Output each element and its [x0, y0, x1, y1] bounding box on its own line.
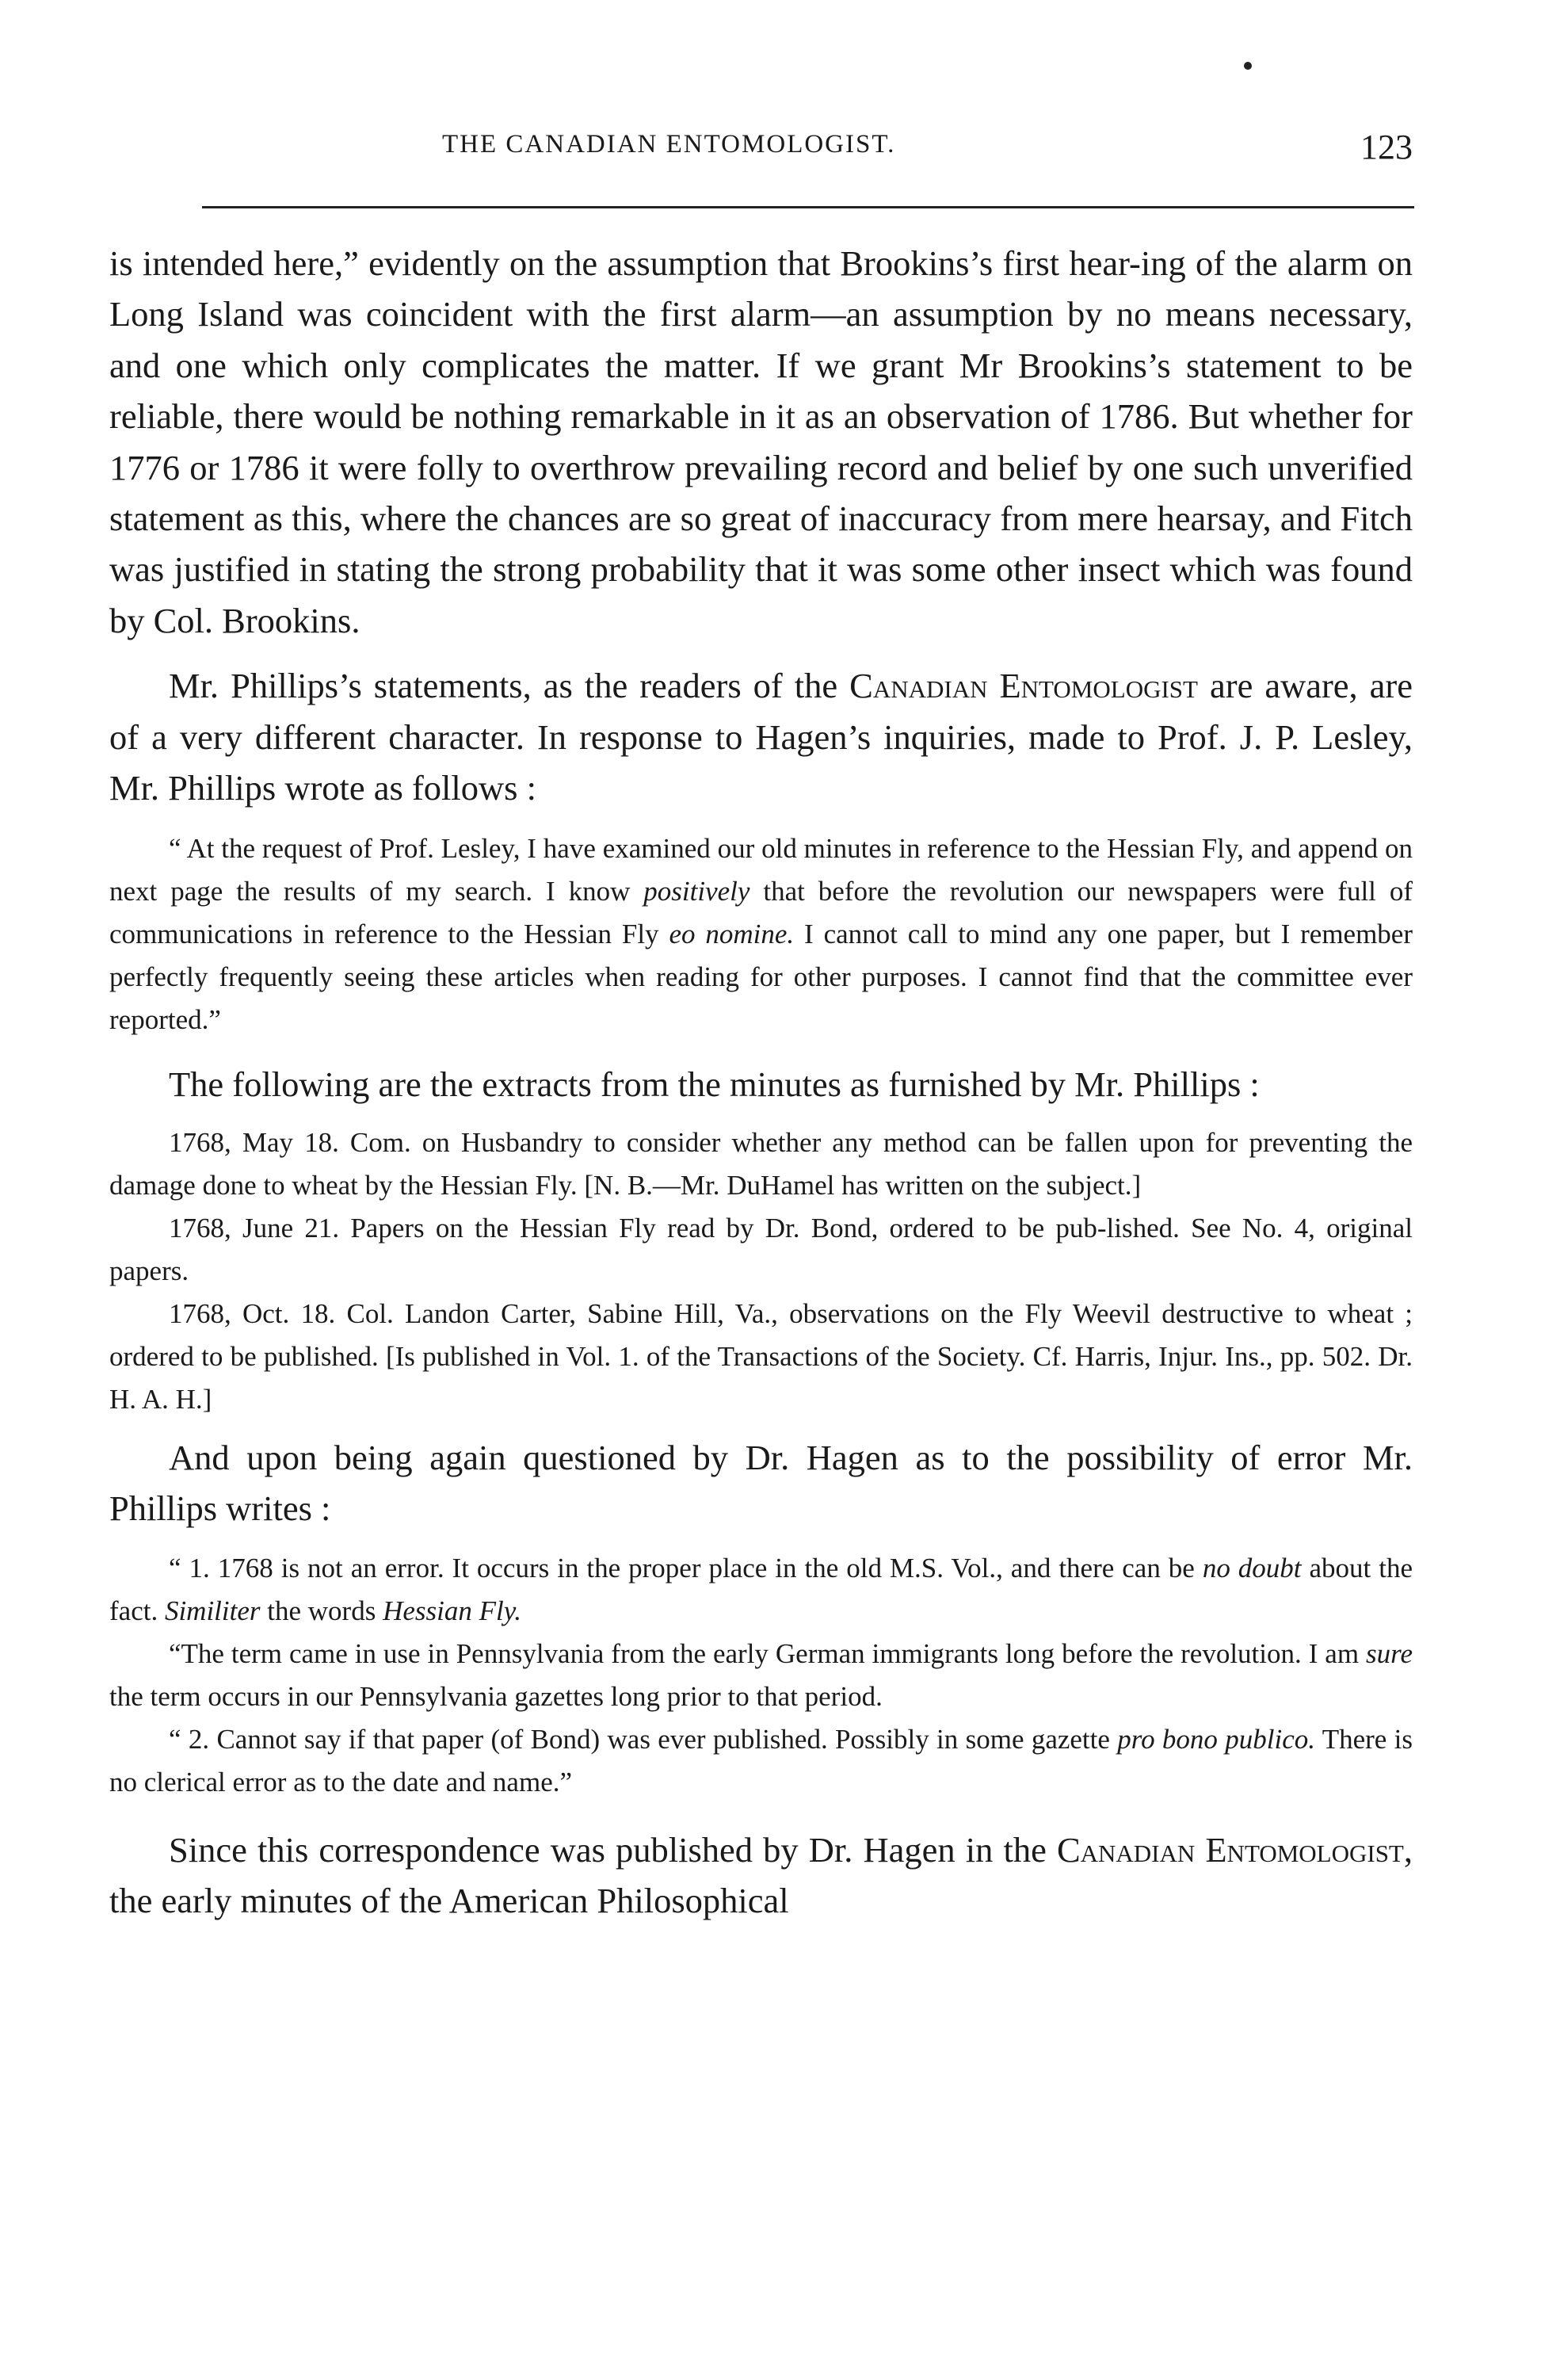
italic-run: pro bono publico. [1117, 1723, 1315, 1755]
text-run: are aware, are of a very different character. In response to Hagen’s inquiries, made to Prof. J. P. Lesley, Mr. Phillips wrote as follows : [109, 666, 1413, 808]
text-run: the words [260, 1595, 383, 1626]
page-header [109, 127, 1413, 174]
text-run: about the fact. [109, 1552, 1413, 1626]
text-run: that before the revolution our newspapers were full of communications in reference to the Hessian Fly [109, 876, 1413, 950]
header-rule [202, 206, 1414, 208]
paragraph-correspondence-published [109, 1824, 1413, 1927]
text-run: the term occurs in our Pennsylvania gazettes long prior to that period. [109, 1680, 883, 1712]
italic-run: no doubt [1202, 1552, 1302, 1583]
reply-point-one [109, 1547, 1413, 1633]
italic-run: positively [643, 876, 750, 907]
journal-name: Canadian Entomologist [1056, 1829, 1404, 1870]
body-text [109, 238, 1413, 1927]
paragraph-questioned-again: And upon being again questioned by Dr. Hagen as to the possibility of error Mr. Phillips writes : [109, 1437, 1413, 1529]
journal-name: Canadian Entomologist [849, 666, 1198, 706]
italic-run: Hessian Fly. [383, 1595, 522, 1626]
text-run: Since this correspondence was published by Dr. Hagen in the [169, 1829, 1057, 1870]
text-run: “ 2. Cannot say if that paper (of Bond) was ever published. Possibly in some gazette [169, 1723, 1118, 1755]
paragraph-phillips-statements [109, 660, 1413, 813]
italic-run: Similiter [164, 1595, 261, 1626]
reply-term-origin [109, 1633, 1413, 1718]
text-run: I cannot call to mind any one paper, but I remember perfectly frequently seeing these articles when reading for other purposes. I cannot find that the committee ever reported.” [109, 919, 1413, 1036]
paragraph-continuation: is intended here,” evidently on the assumption that Brookins’s first hear-ing of the alarm on Long Island was coincident with the first alarm—an assumption by no means necessary, and one which only complicates the matter. If we grant Mr Brookins’s statement to be reliable, there would be nothing remarkable in it as an observation of 1786. But whether for 1776 or 1786 it were folly to overthrow prevailing record and belief by one such unverified statement as this, where the chances are so great of inaccuracy from mere hearsay, and Fitch was justified in stating the strong probability that it was some other insect which was found by Col. Brookins. [109, 243, 1413, 640]
italic-run: eo nomine. [669, 919, 795, 950]
minutes-extract-october: 1768, Oct. 18. Col. Landon Carter, Sabine Hill, Va., observations on the Fly Weevil destructive to wheat ; ordered to be published. [Is published in Vol. 1. of the Transactions of the Society. Cf. Harris, Injur. Ins., pp. 502. Dr. H. A. H.] [109, 1297, 1413, 1415]
italic-run: sure [1366, 1637, 1413, 1669]
text-run: “ At the request of Prof. Lesley, I have examined our old minutes in reference to the Hessian Fly, and append on next page the results of my search. I know [109, 833, 1413, 907]
text-run: There is no clerical error as to the date and name.” [109, 1723, 1413, 1797]
minutes-extract-june: 1768, June 21. Papers on the Hessian Fly read by Dr. Bond, ordered to be pub-lished. See No. 4, original papers. [109, 1212, 1413, 1286]
text-run: Mr. Phillips’s statements, as the readers of the [169, 666, 850, 706]
running-head: THE CANADIAN ENTOMOLOGIST. [442, 130, 896, 159]
text-run: , the early minutes of the American Philosophical [109, 1829, 1413, 1921]
reply-point-two [109, 1718, 1413, 1804]
page-number: 123 [1360, 128, 1413, 166]
minutes-extract-may: 1768, May 18. Com. on Husbandry to consider whether any method can be fallen upon for preventing the damage done to wheat by the Hessian Fly. [N. B.—Mr. DuHamel has written on the subject.] [109, 1126, 1413, 1201]
print-speck [1244, 62, 1252, 70]
text-run: “ 1. 1768 is not an error. It occurs in the proper place in the old M.S. Vol., and there can be [169, 1552, 1203, 1583]
quoted-letter [109, 827, 1413, 1041]
paragraph-extracts-intro: The following are the extracts from the minutes as furnished by Mr. Phillips : [169, 1064, 1260, 1105]
text-run: “The term came in use in Pennsylvania from the early German immigrants long before the revolution. I am [169, 1637, 1367, 1669]
